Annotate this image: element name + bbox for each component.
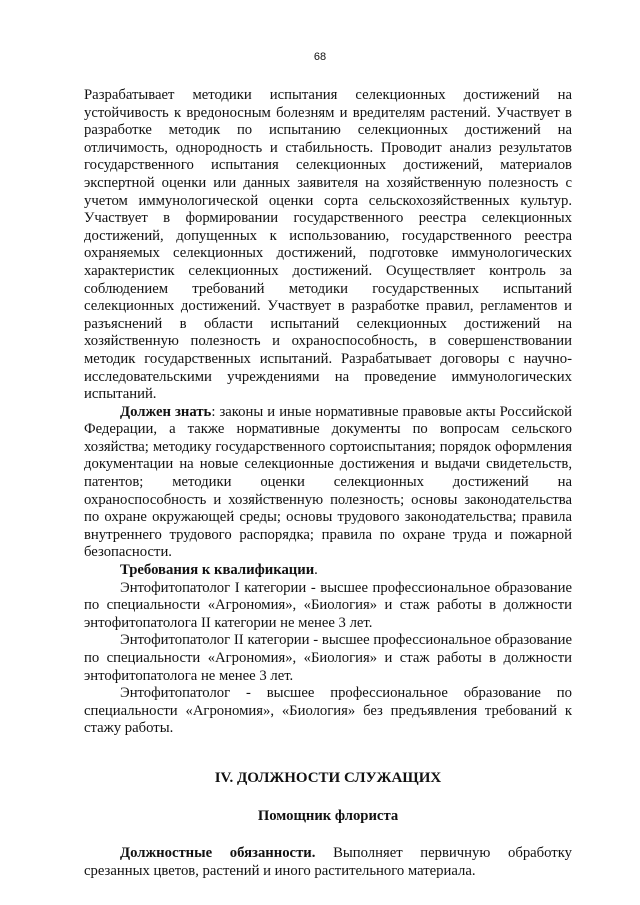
duties-label: Должностные обязанности. xyxy=(120,845,316,862)
must-know-paragraph xyxy=(84,404,572,562)
responsibilities-paragraph: Разрабатывает методики испытания селекционных достижений на устойчивость к вредоносным болезням и вредителям растений. Участвует в разработке методик по испытанию селекционных достижений на отличимость, однородность и стабильность. Проводит анализ результатов государственного испытания селекционных достижений, материалов экспертной оценки или данных заявителя на хозяйственную полезность с учетом иммунологической оценки сорта сельскохозяйственных культур. Участвует в формировании государственного реестра селекционных достижений, допущенных к использованию, государственного реестра охраняемых селекционных достижений, подготовке иммунологических характеристик селекционных достижений. Осуществляет контроль за соблюдением требований методики государственных испытаний селекционных достижений. Участвует в разработке правил, регламентов и разъяснений в области испытаний селекционных достижений на хозяйственную полезность и охраноспособность, в совершенствовании методик государственных испытаний. Разрабатывает договоры с научно-исследовательскими учреждениями на проведение иммунологических испытаний. xyxy=(84,87,572,403)
duties-paragraph xyxy=(84,845,572,880)
document-body xyxy=(84,87,572,880)
qualification-item-3: Энтофитопатолог - высшее профессиональное образование по специальности «Агрономия», «Биология» без предъявления требований к стажу работы. xyxy=(84,685,572,737)
qualification-heading xyxy=(84,562,572,580)
qualification-heading-end: . xyxy=(314,562,318,579)
must-know-label: Должен знать xyxy=(120,403,212,420)
qualification-item-2: Энтофитопатолог II категории - высшее профессиональное образование по специальности «Агрономия», «Биология» и стаж работы в должности энтофитопатолога не менее 3 лет. xyxy=(84,632,572,684)
qualification-heading-label: Требования к квалификации xyxy=(120,562,315,579)
position-title: Помощник флориста xyxy=(257,807,399,824)
duties-text: Выполняет первичную обработку срезанных цветов, растений и иного растительного материала. xyxy=(84,845,572,879)
must-know-text: : законы и иные нормативные правовые акты Российской Федерации, а также нормативные документы по вопросам сельского хозяйства; методику государственного сортоиспытания; порядок оформления документации на новые селекционные достижения и выдачи свидетельств, патентов; методики оценки селекционных достижений на охраноспособность и хозяйственную полезность; основы законодательства по охране окружающей среды; основы трудового законодательства; правила внутреннего трудового распорядка; правила по охране труда и пожарной безопасности. xyxy=(84,403,572,561)
qualification-item-1: Энтофитопатолог I категории - высшее профессиональное образование по специальности «Агрономия», «Биология» и стаж работы в должности энтофитопатолога II категории не менее 3 лет. xyxy=(84,579,572,631)
page-number: 68 xyxy=(313,51,327,63)
section-title: IV. ДОЛЖНОСТИ СЛУЖАЩИХ xyxy=(214,769,442,786)
